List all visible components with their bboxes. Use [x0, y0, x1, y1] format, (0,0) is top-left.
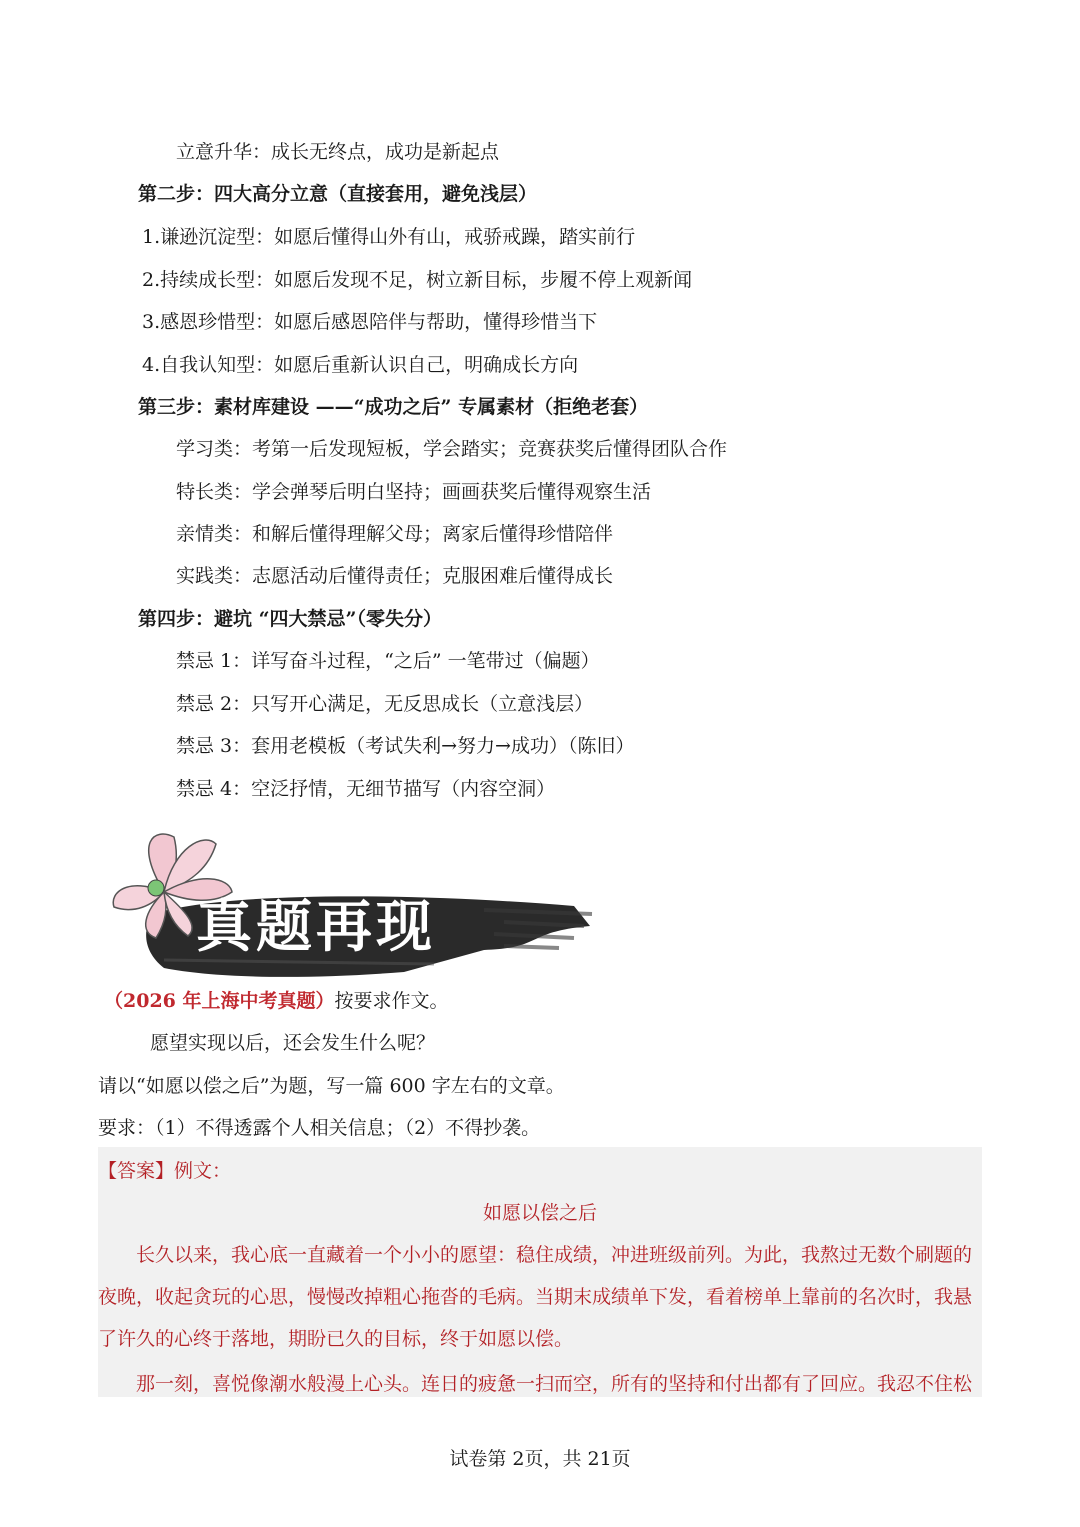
type-4: 4.自我认知型：如愿后重新认识自己，明确成长方向	[142, 354, 579, 376]
taboo-4: 禁忌 4：空泛抒情，无细节描写（内容空洞）	[176, 778, 556, 800]
type-3: 3.感恩珍惜型：如愿后感恩陪伴与帮助，懂得珍惜当下	[142, 311, 598, 333]
exam-source-line	[104, 988, 449, 1014]
banner-title: 真题再现	[196, 895, 436, 960]
material-family: 亲情类：和解后懂得理解父母；离家后懂得珍惜陪伴	[176, 523, 614, 545]
step4-heading: 第四步：避坑 “四大禁忌”（零失分）	[138, 608, 442, 630]
taboo-3: 禁忌 3：套用老模板（考试失利→努力→成功）（陈旧）	[176, 735, 635, 757]
exam-instruction: 按要求作文。	[334, 990, 449, 1012]
sublimation-line: 立意升华：成长无终点，成功是新起点	[176, 141, 500, 163]
essay-paragraph-2: 那一刻，喜悦像潮水般漫上心头。连日的疲惫一扫而空，所有的坚持和付出都有了回应。我忍不住松	[136, 1373, 973, 1395]
step2-heading: 第二步：四大高分立意（直接套用，避免浅层）	[138, 183, 538, 205]
material-practice: 实践类：志愿活动后懂得责任；克服困难后懂得成长	[176, 565, 614, 587]
taboo-2: 禁忌 2：只写开心满足，无反思成长（立意浅层）	[176, 693, 594, 715]
step3-heading: 第三步：素材库建设 ——“成功之后” 专属素材（拒绝老套）	[138, 396, 649, 418]
section-banner	[104, 822, 594, 982]
type-2: 2.持续成长型：如愿后发现不足，树立新目标，步履不停上观新闻	[142, 269, 693, 291]
exam-source: （2026 年上海中考真题）	[104, 990, 335, 1012]
taboo-1: 禁忌 1：详写奋斗过程，“之后” 一笔带过（偏题）	[176, 650, 600, 672]
lotus-flower-icon	[104, 822, 594, 982]
answer-label-suffix: 例文：	[174, 1160, 232, 1182]
answer-label: 【答案】	[98, 1160, 175, 1182]
type-1: 1.谦逊沉淀型：如愿后懂得山外有山，戒骄戒躁，踏实前行	[142, 226, 636, 248]
exam-task: 请以“如愿以偿之后”为题，写一篇 600 字左右的文章。	[98, 1075, 565, 1097]
essay-title: 如愿以偿之后	[482, 1202, 597, 1224]
exam-requirements: 要求：（1）不得透露个人相关信息；（2）不得抄袭。	[98, 1117, 541, 1139]
material-study: 学习类：考第一后发现短板，学会踏实；竞赛获奖后懂得团队合作	[176, 438, 728, 460]
material-talent: 特长类：学会弹琴后明白坚持；画画获奖后懂得观察生活	[176, 481, 652, 503]
exam-prompt: 愿望实现以后，还会发生什么呢？	[150, 1032, 436, 1054]
page-footer: 试卷第 2页，共 21页	[449, 1448, 631, 1470]
essay-paragraph-1: 长久以来，我心底一直藏着一个小小的愿望：稳住成绩，冲进班级前列。为此，我熬过无数个刷题的夜晚，收起贪玩的心思，慢慢改掉粗心拖沓的毛病。当期末成绩单下发，看着榜单上靠前的名次时，我悬了许久的心终于落地，期盼已久的目标，终于如愿以偿。	[98, 1244, 973, 1350]
answer-label-line	[98, 1158, 231, 1184]
